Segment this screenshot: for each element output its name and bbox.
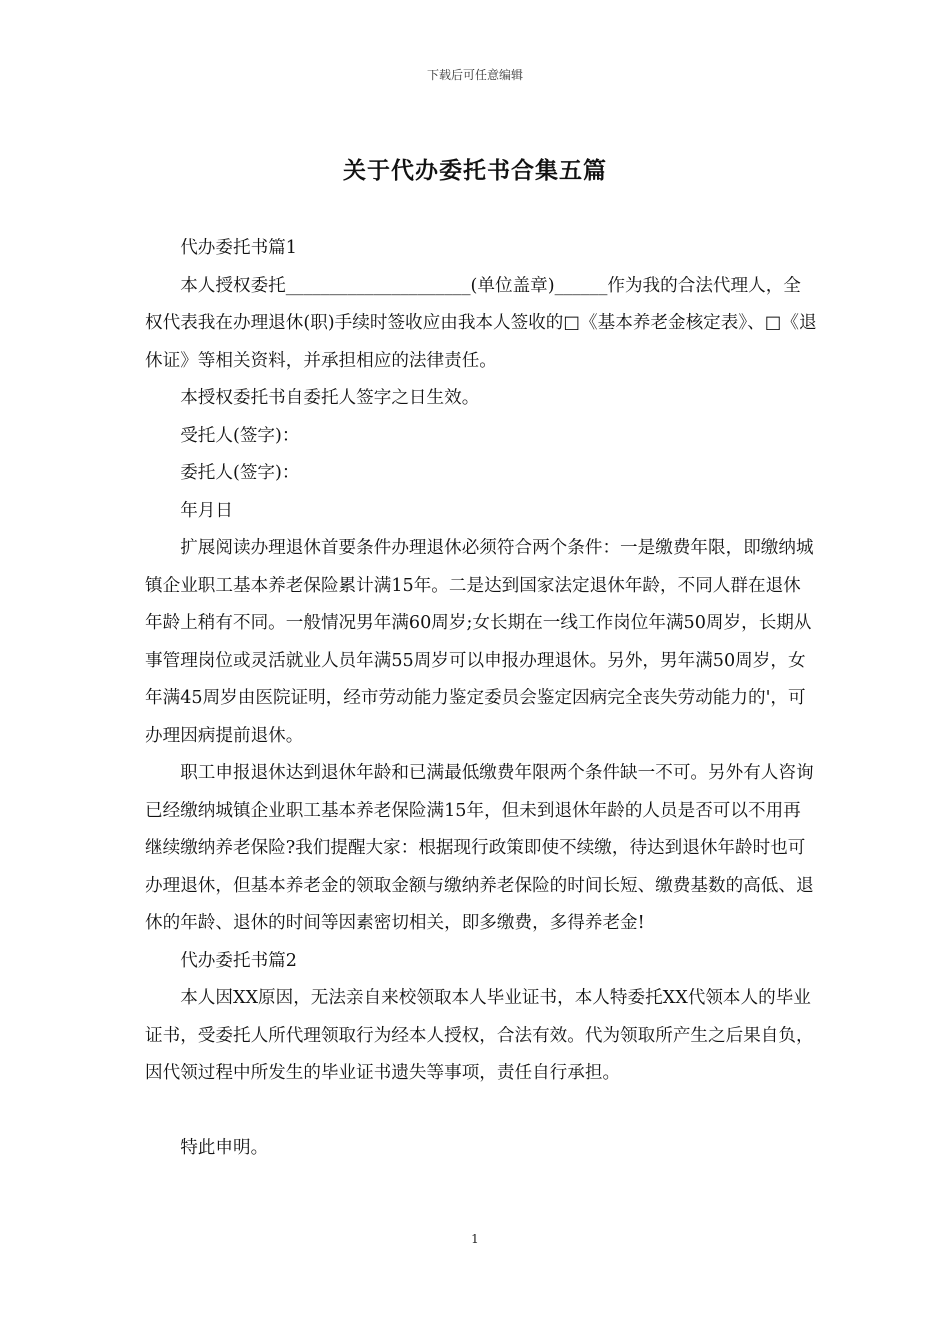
principal-signature-line: 委托人(签字)：: [180, 463, 300, 483]
document-title: 关于代办委托书合集五篇: [343, 157, 607, 184]
retirement-requirements-paragraph: 职工申报退休达到退休年龄和已满最低缴费年限两个条件缺一不可。另外有人咨询已经缴纳城镇企业职工基本养老保险满15年，但未到退休年龄的人员是否可以不用再继续缴纳养老保险?我们提醒大家：根据现行政策即使不续缴，待达到退休年龄时也可办理退休，但基本养老金的领取金额与缴纳养老保险的时间长短、缴费基数的高低、退休的年龄、退休的时间等因素密切相关，即多缴费，多得养老金!: [145, 763, 814, 933]
page-header-note: 下载后可任意编辑: [426, 68, 523, 82]
section-heading-1: 代办委托书篇1: [180, 238, 297, 258]
trustee-signature-line: 受托人(签字)：: [180, 425, 300, 446]
date-line: 年月日: [180, 500, 233, 521]
effective-date-paragraph: 本授权委托书自委托人签字之日生效。: [180, 388, 480, 408]
section-heading-2: 代办委托书篇2: [180, 950, 297, 971]
extended-reading-paragraph: 扩展阅读办理退休首要条件办理退休必须符合两个条件：一是缴费年限，即缴纳城镇企业职工基本养老保险累计满15年。二是达到国家法定退休年龄，不同人群在退休年龄上稍有不同。一般情况男年满60周岁;女长期在一线工作岗位年满50周岁，长期从事管理岗位或灵活就业人员年满55周岁可以申报办理退休。另外，男年满50周岁，女年满45周岁由医院证明，经市劳动能力鉴定委员会鉴定因病完全丧失劳动能力的'，可办理因病提前退休。: [145, 538, 814, 746]
declaration-line: 特此申明。: [180, 1137, 269, 1158]
authorization-paragraph: 本人授权委托_____________________(单位盖章)______作为我的合法代理人，全权代表我在办理退休(职)手续时签收应由我本人签收的□《基本养老金核定表》、□《退休证》等相关资料，并承担相应的法律责任。: [145, 275, 817, 371]
page-number: 1: [471, 1232, 479, 1246]
document-body: [145, 230, 817, 1167]
diploma-proxy-paragraph: 本人因XX原因，无法亲自来校领取本人毕业证书，本人特委托XX代领本人的毕业证书，受委托人所代理领取行为经本人授权，合法有效。代为领取所产生之后果自负，因代领过程中所发生的毕业证书遗失等事项，责任自行承担。: [145, 988, 814, 1083]
